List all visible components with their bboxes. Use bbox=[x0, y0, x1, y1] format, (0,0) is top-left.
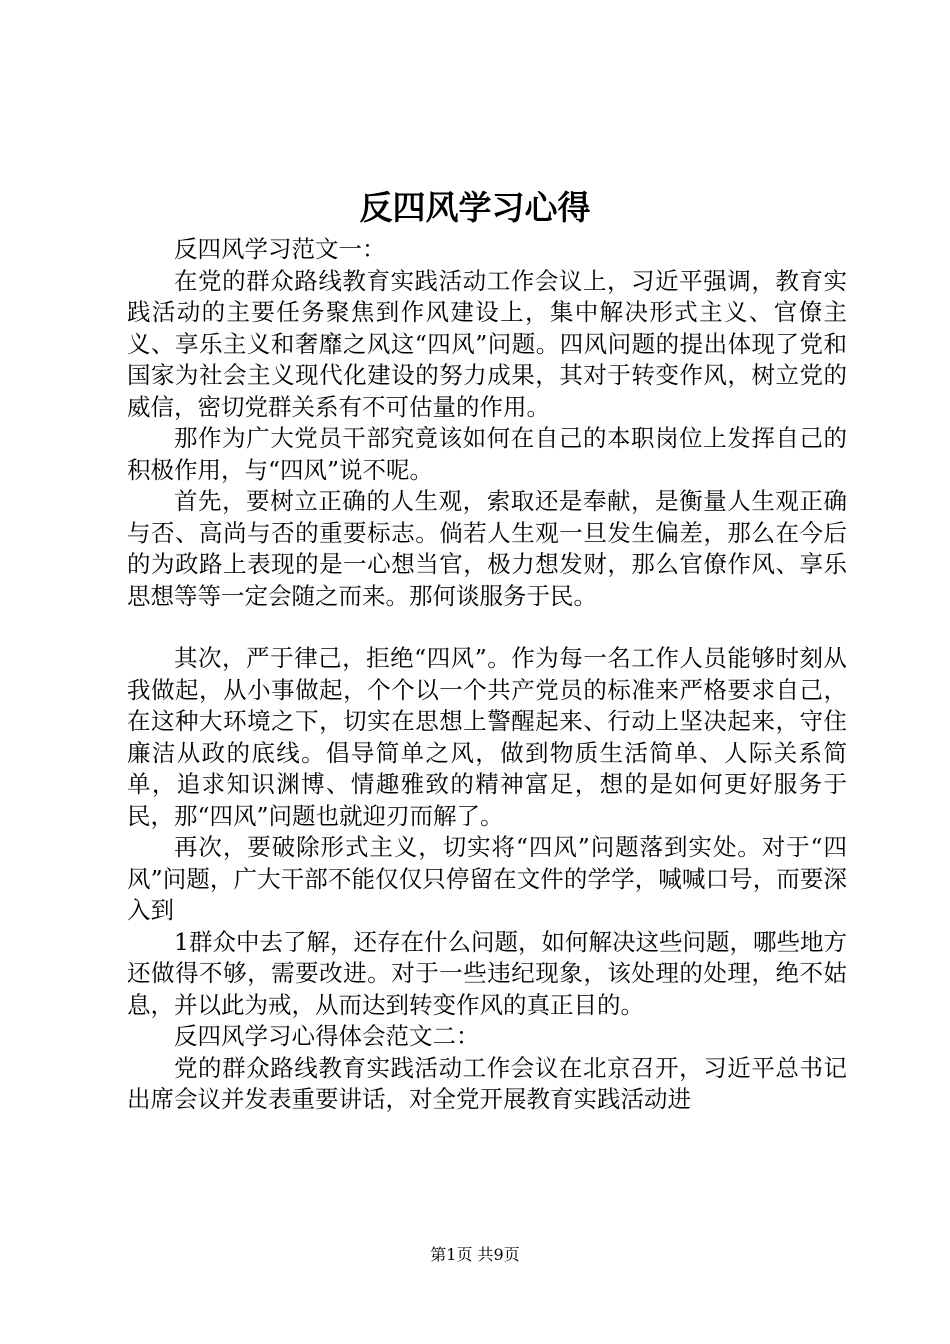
body-paragraph: 再次，要破除形式主义，切实将“四风”问题落到实处。对于“四风”问题，广大干部不能仅仅只停留在文件的学学，喊喊口号，而要深入到 bbox=[127, 833, 847, 924]
page-footer: 第1页 共9页 bbox=[430, 1245, 520, 1264]
document-body bbox=[127, 234, 847, 1116]
section-heading: 反四风学习心得体会范文二： bbox=[174, 1022, 480, 1050]
body-paragraph: 首先，要树立正确的人生观，索取还是奉献，是衡量人生观正确与否、高尚与否的重要标志。倘若人生观一旦发生偏差，那么在今后的为政路上表现的是一心想当官，极力想发财，那么官僚作风、享乐思想等等一定会随之而来。那何谈服务于民。 bbox=[127, 487, 847, 610]
body-paragraph: 其次，严于律己，拒绝“四风”。作为每一名工作人员能够时刻从我做起，从小事做起，个个以一个共产党员的标准来严格要求自己，在这种大环境之下，切实在思想上警醒起来、行动上坚决起来，守住廉洁从政的底线。倡导简单之风，做到物质生活简单、人际关系简单，追求知识渊博、情趣雅致的精神富足，想的是如何更好服务于民，那“四风”问题也就迎刃而解了。 bbox=[127, 644, 847, 830]
section-heading: 反四风学习范文一： bbox=[174, 235, 386, 263]
body-paragraph: 1群众中去了解，还存在什么问题，如何解决这些问题，哪些地方还做得不够，需要改进。对于一些违纪现象，该处理的处理，绝不姑息，并以此为戒，从而达到转变作风的真正目的。 bbox=[127, 927, 847, 1019]
document-title: 反四风学习心得 bbox=[359, 188, 591, 227]
body-paragraph: 那作为广大党员干部究竟该如何在自己的本职岗位上发挥自己的积极作用，与“四风”说不呢。 bbox=[127, 424, 847, 484]
body-paragraph: 在党的群众路线教育实践活动工作会议上，习近平强调，教育实践活动的主要任务聚焦到作风建设上，集中解决形式主义、官僚主义、享乐主义和奢靡之风这“四风”问题。四风问题的提出体现了党和国家为社会主义现代化建设的努力成果，其对于转变作风，树立党的威信，密切党群关系有不可估量的作用。 bbox=[127, 266, 847, 421]
body-paragraph: 党的群众路线教育实践活动工作会议在北京召开，习近平总书记出席会议并发表重要讲话，对全党开展教育实践活动进 bbox=[127, 1053, 847, 1113]
